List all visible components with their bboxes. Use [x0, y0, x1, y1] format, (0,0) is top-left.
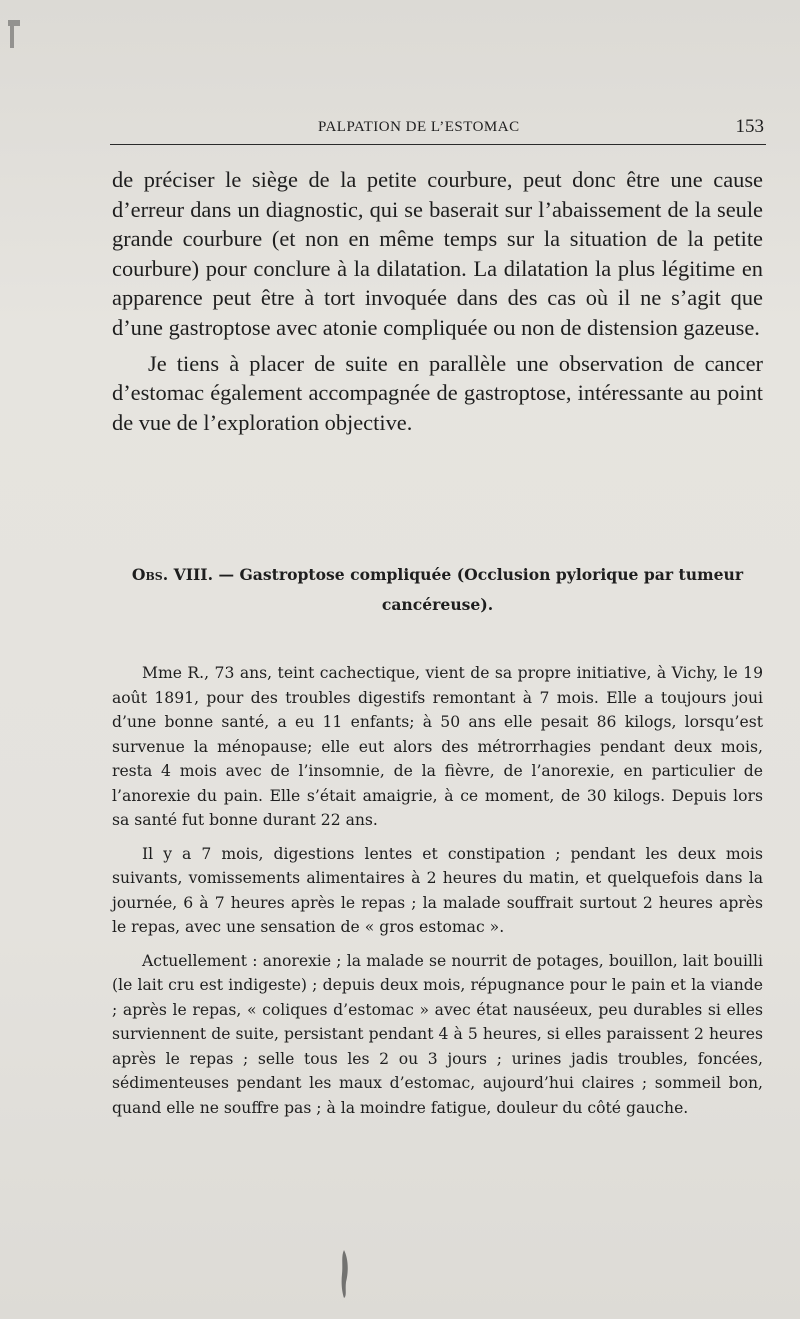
intro-text	[112, 165, 763, 437]
case-paragraph: Mme R., 73 ans, teint cachectique, vient de sa propre initiative, à Vichy, le 19 août 1891, pour des troubles digestifs remontant à 7 mois. Elle a toujours joui d’une bonne santé, a eu 11 enfants; à 50 ans elle pesait 86 kilogs, lorsqu’est survenue la ménopause; elle eut alors des métrorrhagies pendant deux mois, resta 4 mois avec de l’insomnie, de la fièvre, de l’anorexie, en particulier de l’anorexie du pain. Elle s’était amaigrie, à ce moment, de 30 kilogs. Depuis lors sa santé fut bonne durant 22 ans.	[112, 664, 763, 829]
page-header	[110, 116, 766, 145]
case-report	[112, 661, 763, 1120]
intro-paragraph: Je tiens à placer de suite en parallèle une observation de cancer d’estomac également accompagnée de gastroptose, intéressante au point de vue de l’exploration objective.	[112, 350, 763, 435]
page-corner-mark	[4, 18, 24, 50]
running-head: PALPATION DE L’ESTOMAC	[318, 119, 520, 135]
page-number: 153	[735, 116, 764, 137]
intro-paragraph: de préciser le siège de la petite courbure, peut donc être une cause d’erreur dans un diagnostic, qui se baserait sur l’abaissement de la seule grande courbure (et non en même temps sur la situation de la petite courbure) pour conclure à la dilatation. La dilatation la plus légitime en apparence peut être à tort invoquée dans des cas où il ne s’agit que d’une gastroptose avec atonie compliquée ou non de distension gazeuse.	[112, 167, 763, 340]
ink-smudge	[338, 1248, 352, 1300]
case-paragraph: Actuellement : anorexie ; la malade se nourrit de potages, bouillon, lait bouilli (le lait cru est indigeste) ; depuis deux mois, répugnance pour le pain et la viande ; après le repas, « coliques d’estomac » avec état nauséeux, peu durables si elles surviennent de suite, persistant pendant 4 à 5 heures, si elles paraissent 2 heures après le repas ; selle tous les 2 ou 3 jours ; urines jadis troubles, foncées, sédimenteuses pendant les maux d’estomac, aujourd’hui claires ; sommeil bon, quand elle ne souffre pas ; à la moindre fatigue, douleur du côté gauche.	[112, 951, 763, 1117]
case-paragraph: Il y a 7 mois, digestions lentes et constipation ; pendant les deux mois suivants, vomissements alimentaires à 2 heures du matin, et quelquefois dans la journée, 6 à 7 heures après le repas ; la malade souffrait surtout 2 heures après le repas, avec une sensation de « gros estomac ».	[112, 844, 763, 936]
observation-title: — Gastroptose compliquée (Occlusion pylorique par tumeur cancéreuse).	[213, 565, 744, 614]
observation-label: Obs. VIII.	[131, 565, 214, 584]
observation-heading	[112, 560, 763, 620]
